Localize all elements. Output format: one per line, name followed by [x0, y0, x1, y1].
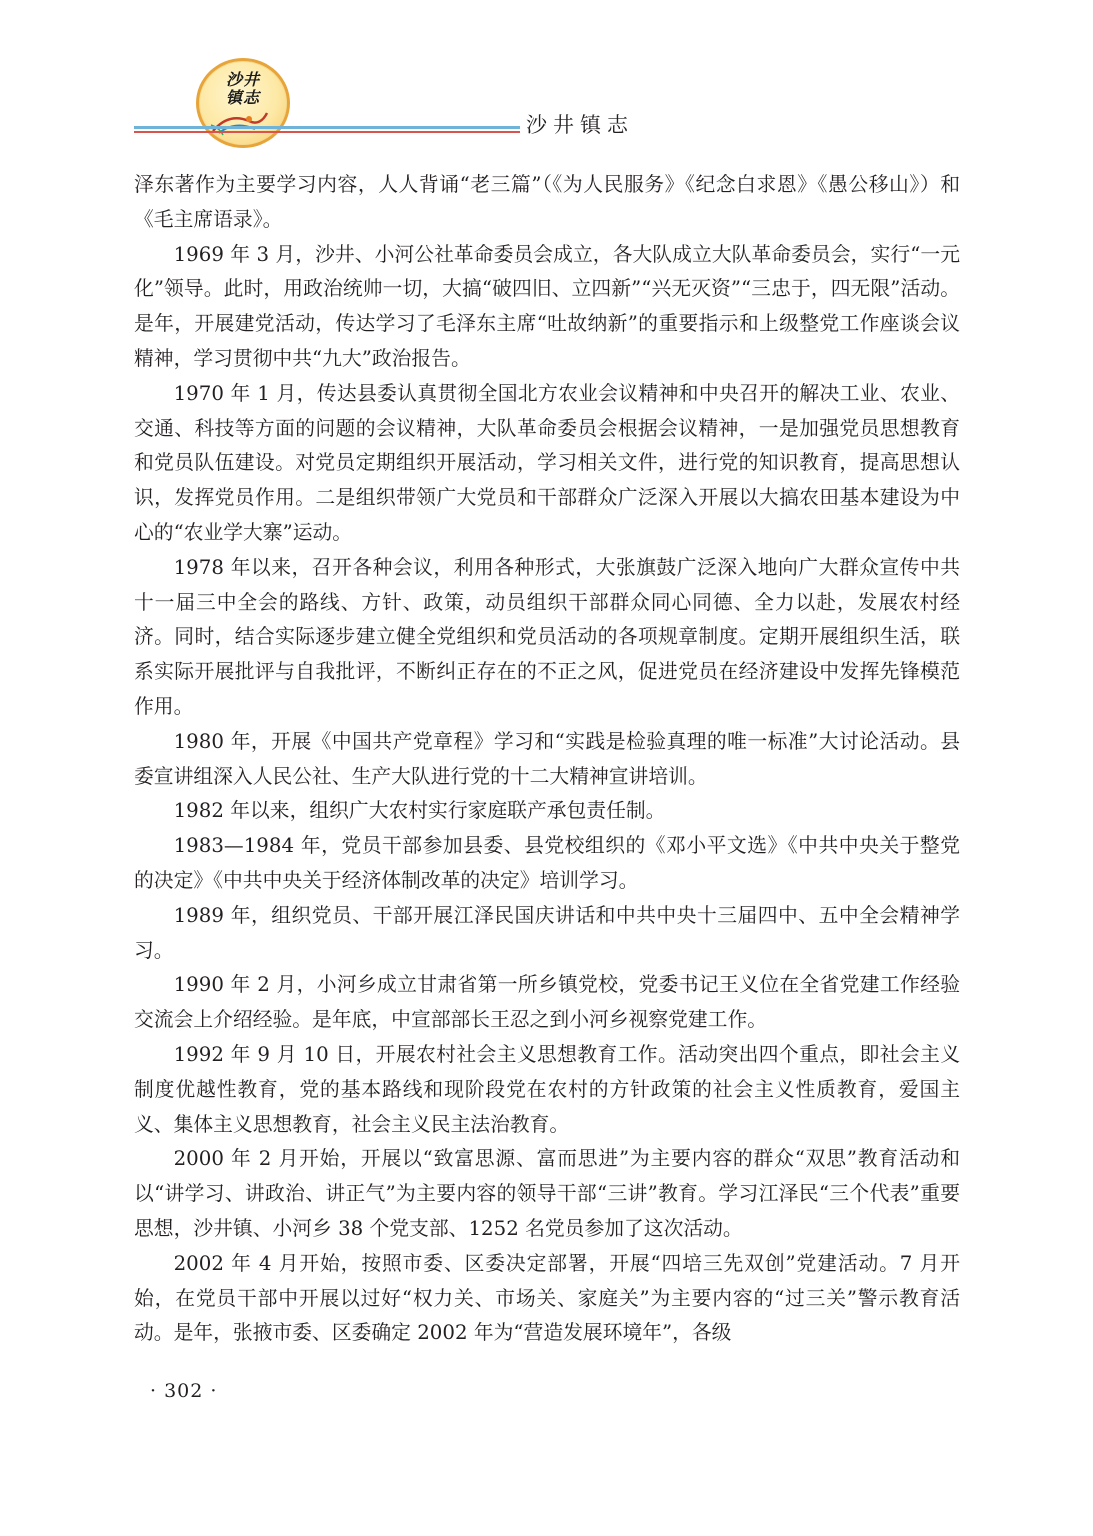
logo-text-line2: 镇志	[225, 88, 260, 107]
body-text	[134, 168, 960, 1351]
paragraph: 1990 年 2 月，小河乡成立甘肃省第一所乡镇党校，党委书记王义位在全省党建工作经验交流会上介绍经验。是年底，中宣部部长王忍之到小河乡视察党建工作。	[134, 973, 960, 1032]
header-rule-red	[134, 131, 520, 133]
paragraph: 1980 年，开展《中国共产党章程》学习和“实践是检验真理的唯一标准”大讨论活动。县委宣讲组深入人民公社、生产大队进行党的十二大精神宣讲培训。	[134, 729, 960, 788]
paragraph: 1969 年 3 月，沙井、小河公社革命委员会成立，各大队成立大队革命委员会，实行“一元化”领导。此时，用政治统帅一切，大搞“破四旧、立四新”“兴无灭资”“三忠于，四无限”活动。是年，开展建党活动，传达学习了毛泽东主席“吐故纳新”的重要指示和上级整党工作座谈会议精神，学习贯彻中共“九大”政治报告。	[134, 242, 960, 370]
running-header-title: 沙井镇志	[526, 113, 634, 137]
paragraph: 1983—1984 年，党员干部参加县委、县党校组织的《邓小平文选》《中共中央关于整党的决定》《中共中央关于经济体制改革的决定》培训学习。	[134, 834, 960, 892]
logo-text-line1: 沙井	[225, 70, 260, 89]
paragraph: 1982 年以来，组织广大农村实行家庭联产承包责任制。	[173, 799, 666, 823]
paragraph: 泽东著作为主要学习内容，人人背诵“老三篇”（《为人民服务》《纪念白求恩》《愚公移山》）和《毛主席语录》。	[134, 173, 960, 231]
paragraph: 2002 年 4 月开始，按照市委、区委决定部署，开展“四培三先双创”党建活动。7 月开始，在党员干部中开展以过好“权力关、市场关、家庭关”为主要内容的“过三关”警示教育活动。是年，张掖市委、区委确定 2002 年为“营造发展环境年”，各级	[134, 1251, 960, 1345]
paragraph: 1978 年以来，召开各种会议，利用各种形式，大张旗鼓广泛深入地向广大群众宣传中共十一届三中全会的路线、方针、政策，动员组织干部群众同心同德、全力以赴，发展农村经济。同时，结合实际逐步建立健全党组织和党员活动的各项规章制度。定期开展组织生活，联系实际开展批评与自我批评，不断纠正存在的不正之风，促进党员在经济建设中发挥先锋模范作用。	[134, 555, 960, 718]
book-logo-emblem	[196, 58, 290, 148]
header-rule-blue	[134, 126, 520, 129]
paragraph: 2000 年 2 月开始，开展以“致富思源、富而思进”为主要内容的群众“双思”教育活动和以“讲学习、讲政治、讲正气”为主要内容的领导干部“三讲”教育。学习江泽民“三个代表”重要思想，沙井镇、小河乡 38 个党支部、1252 名党员参加了这次活动。	[134, 1147, 960, 1240]
paragraph: 1989 年，组织党员、干部开展江泽民国庆讲话和中共中央十三届四中、五中全会精神学习。	[134, 903, 960, 962]
paragraph: 1970 年 1 月，传达县委认真贯彻全国北方农业会议精神和中央召开的解决工业、农业、交通、科技等方面的问题的会议精神，大队革命委员会根据会议精神，一是加强党员思想教育和党员队伍建设。对党员定期组织开展活动，学习相关文件，进行党的知识教育，提高思想认识，发挥党员作用。二是组织带领广大党员和干部群众广泛深入开展以大搞农田基本建设为中心的“农业学大寨”运动。	[134, 381, 960, 544]
page-header	[0, 0, 1093, 160]
page-number: · 302 ·	[150, 1380, 218, 1402]
paragraph: 1992 年 9 月 10 日，开展农村社会主义思想教育工作。活动突出四个重点，即社会主义制度优越性教育，党的基本路线和现阶段党在农村的方针政策的社会主义性质教育，爱国主义、集体主义思想教育，社会主义民主法治教育。	[134, 1042, 960, 1136]
